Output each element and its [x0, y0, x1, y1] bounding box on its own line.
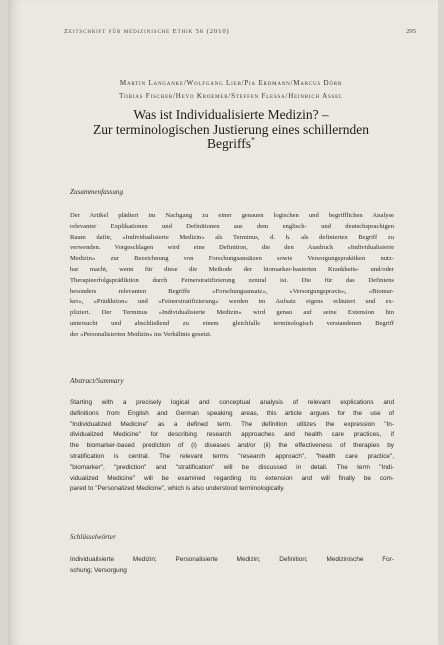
abstract-heading: Abstract/Summary [70, 377, 124, 385]
zusammenfassung-line: Raum dafür, »Individualisierte Medizin« als Terminus, d. h. als definierten Begriff zu [70, 233, 394, 241]
title-line-1: Was ist Individualisierte Medizin? – [133, 107, 329, 122]
title-line-3-text: Begriffs [207, 136, 251, 151]
title-line-2: Zur terminologischen Justierung eines schillernden [93, 121, 369, 137]
zusammenfassung-line: untersucht und abschließend zu einem gleichfalls terminologisch verstandenen Begriff [70, 319, 394, 327]
abstract-line: "biomarker", "prediction" and "stratification" will be discussed in detail. The term "Indi- [70, 463, 394, 471]
abstract-line: definitions from English and German speaking areas, this article argues for the use of [70, 409, 394, 417]
keywords-line: Individualisierte Medizin; Personalisierte Medizin; Definition; Medizinische For- [70, 556, 394, 563]
author-list [64, 77, 398, 103]
author-line-2: Tobias Fischer/Heyo Kroemer/Steffen Flessa/Heinrich Assel [119, 92, 343, 100]
document-page [8, 0, 438, 645]
zusammenfassung-body [70, 211, 394, 341]
abstract-line: dividualized Medicine" for describing research approaches and health care practices, if [70, 431, 394, 439]
zusammenfassung-heading: Zusammenfassung [70, 188, 124, 196]
footnote-mark: * [251, 135, 255, 145]
zusammenfassung-line: bar macht, wenn für diese die Methode der biomarker-basierten Krankheits- und/oder [70, 265, 394, 273]
title-line-3 [64, 137, 398, 152]
zusammenfassung-line: Der Artikel plädiert im Nachgang zu einer genauen logischen und begrifflichen Analyse [70, 212, 394, 219]
zusammenfassung-line: Therapieerfolgsprädiktion durch Feinerstratifizierung zentral ist. Die für das Definiens [70, 276, 394, 284]
abstract-line: stratification is central. The relevant terms "research approach", "health care practice", [70, 452, 394, 460]
abstract-line: Starting with a precisely logical and conceptual analysis of relevant explications and [70, 399, 394, 406]
zusammenfassung-line: relevanter Explikationen und Definitionen aus dem englisch- und deutschsprachigen [70, 222, 394, 230]
keywords-body [70, 555, 394, 577]
abstract-line: "Individualized Medicine" as a defined term. The definition utilizes the expression "In- [70, 420, 394, 428]
zusammenfassung-line: der »Personalisierten Medizin« ins Verhältnis gesetzt. [70, 330, 212, 338]
zusammenfassung-line: verwenden. Vorgeschlagen wird eine Definition, die den Ausdruck »Individualisierte [70, 244, 394, 252]
keywords-line: schung; Versorgung [70, 566, 127, 574]
page-number: 295 [406, 28, 416, 35]
zusammenfassung-line: besonders relevanten Begriffe »Forschungsansatz«, »Versorgungspraxis«, »Biomar- [70, 287, 394, 295]
keywords-heading: Schlüsselwörter [70, 533, 116, 541]
zusammenfassung-line: ker«, »Prädiktion« und »Feinerstratifizierung« werden im Aufsatz eigens erläutert und ex- [70, 298, 394, 306]
article-title [64, 108, 398, 152]
abstract-body [70, 398, 394, 495]
author-line-1: Martin Langanke/Wolfgang Lieb/Pia Erdmann/Marcus Dörr [119, 79, 343, 87]
running-head: Zeitschrift für medizinische Ethik 56 (2010) [64, 28, 230, 35]
zusammenfassung-line: pliziert. Der Terminus »Individualisierte Medizin« wird genau auf seine Extension hin [70, 309, 394, 317]
abstract-line: vidualized Medicine" will be examined regarding its extension and will finally be com- [70, 474, 394, 482]
abstract-line: the biomarker-based prediction of (i) diseases and/or (ii) the effectiveness of therapies by [70, 442, 394, 450]
abstract-line: pared to "Personalized Medicine", which is also understood terminologically. [70, 485, 285, 493]
zusammenfassung-line: Medizin« zur Bezeichnung von Forschungsansätzen sowie Versorgungspraktiken nutz- [70, 255, 394, 263]
